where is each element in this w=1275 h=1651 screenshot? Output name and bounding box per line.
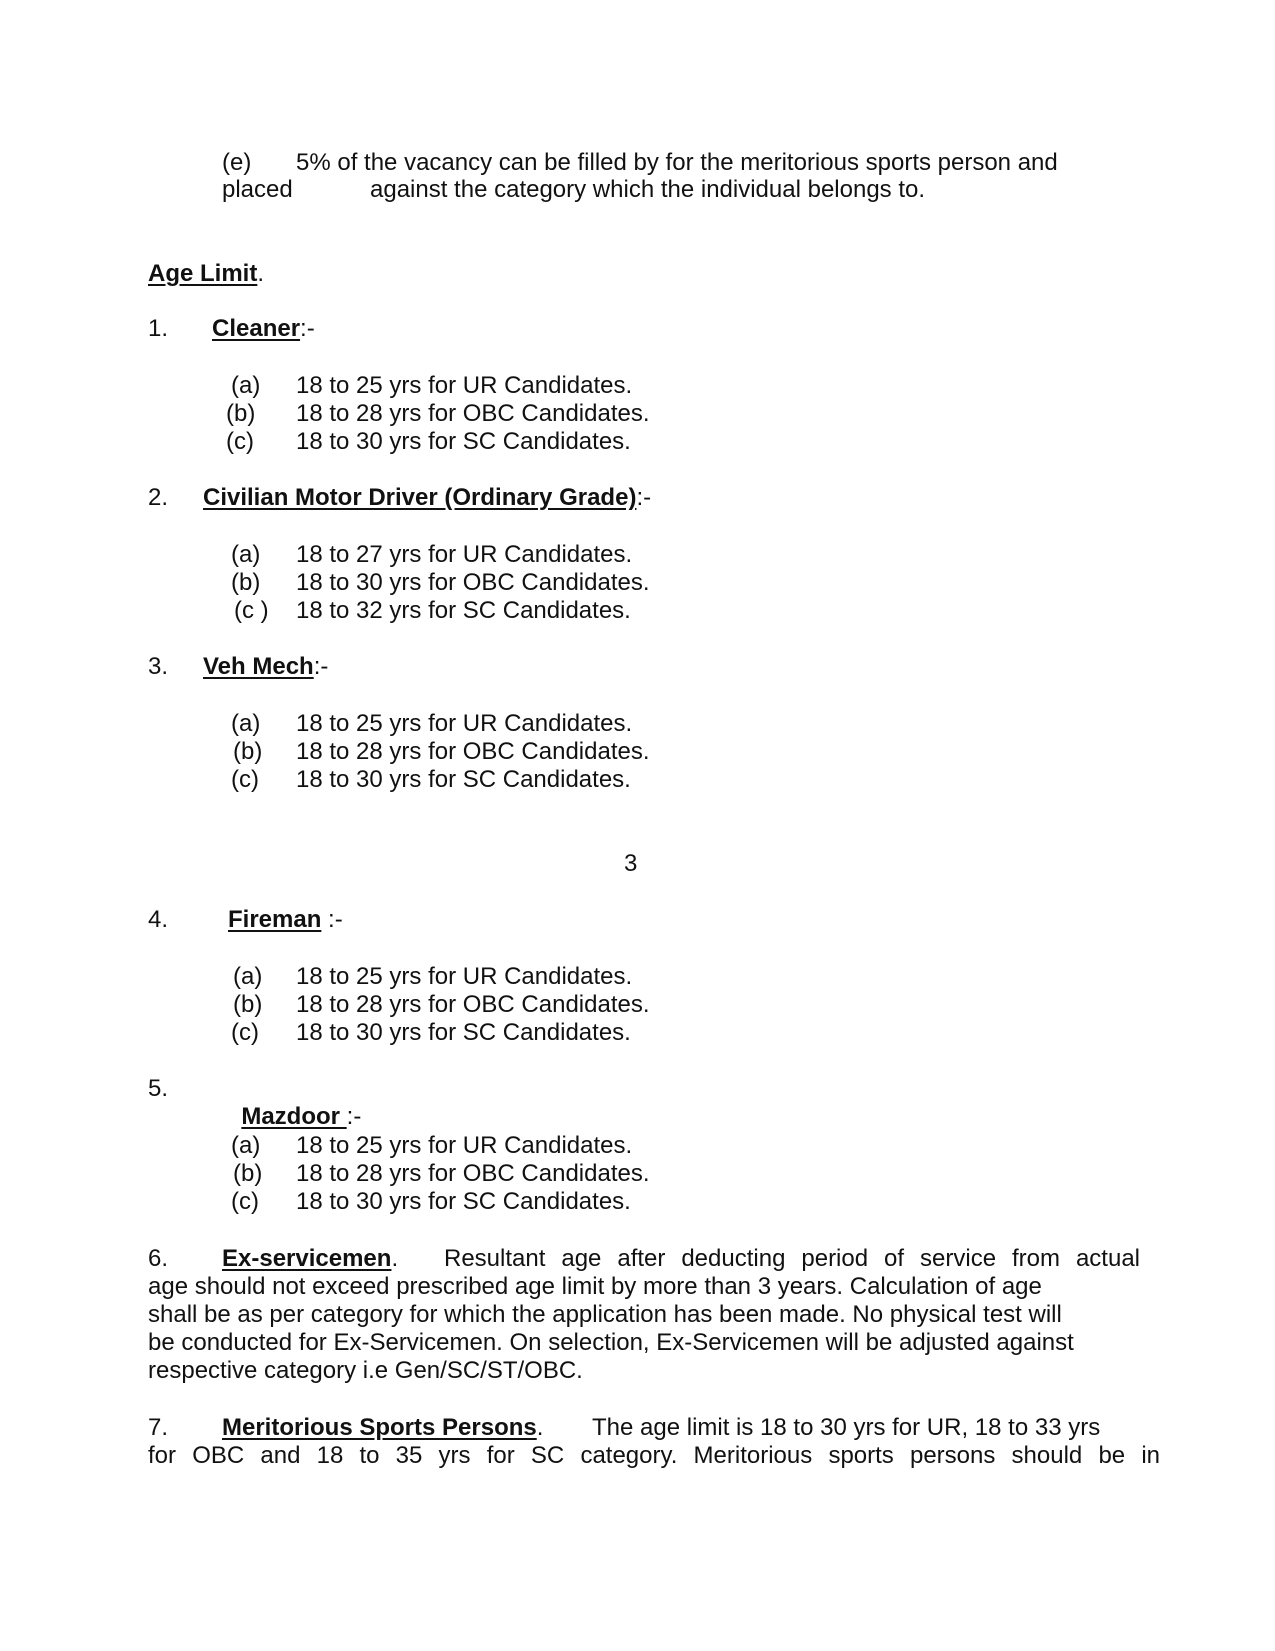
- para-6-line-5: respective category i.e Gen/SC/ST/OBC.: [148, 1357, 583, 1384]
- section-4-item-c-text: 18 to 30 yrs for SC Candidates.: [296, 1019, 631, 1046]
- section-1-heading: [212, 315, 315, 343]
- para-7-heading: [222, 1414, 543, 1442]
- section-5-suffix: :-: [346, 1103, 362, 1130]
- section-5-number: 5.: [148, 1075, 169, 1102]
- section-2-item-c-text: 18 to 32 yrs for SC Candidates.: [296, 597, 631, 624]
- intro-label: (e): [222, 149, 252, 176]
- section-3-item-b-text: 18 to 28 yrs for OBC Candidates.: [296, 738, 650, 765]
- section-2-title: Civilian Motor Driver (Ordinary Grade): [203, 484, 637, 511]
- section-3-item-c-label: (c): [231, 766, 259, 793]
- section-5-title: Mazdoor: [241, 1103, 347, 1130]
- section-1-title: Cleaner: [212, 315, 301, 342]
- para-7-number: 7.: [148, 1414, 169, 1441]
- para-6-number: 6.: [148, 1245, 169, 1272]
- section-1-number: 1.: [148, 315, 169, 342]
- section-4-item-b-text: 18 to 28 yrs for OBC Candidates.: [296, 991, 650, 1018]
- page-number: 3: [624, 850, 638, 877]
- section-2-item-b-label: (b): [231, 569, 261, 596]
- intro-line-2a: placed: [222, 176, 293, 203]
- para-7-title: Meritorious Sports Persons: [222, 1414, 537, 1441]
- section-1-item-a-label: (a): [231, 372, 261, 399]
- section-3-number: 3.: [148, 653, 169, 680]
- section-2-suffix: :-: [636, 484, 652, 511]
- section-2-item-a-label: (a): [231, 541, 261, 568]
- section-3-item-a-label: (a): [231, 710, 261, 737]
- section-3-heading: [203, 653, 328, 681]
- section-2-item-c-label: (c ): [234, 597, 269, 624]
- age-limit-heading: [148, 260, 264, 288]
- section-2-item-a-text: 18 to 27 yrs for UR Candidates.: [296, 541, 633, 568]
- section-3-item-a-text: 18 to 25 yrs for UR Candidates.: [296, 710, 633, 737]
- age-limit-suffix: .: [257, 260, 265, 287]
- section-5-item-a-label: (a): [231, 1132, 261, 1159]
- section-3-title: Veh Mech: [203, 653, 314, 680]
- para-6-line-4: be conducted for Ex-Servicemen. On selection, Ex-Servicemen will be adjusted against: [148, 1329, 1074, 1356]
- section-5-item-b-text: 18 to 28 yrs for OBC Candidates.: [296, 1160, 650, 1187]
- para-6-suffix: .: [391, 1245, 399, 1272]
- section-1-item-c-label: (c): [226, 428, 254, 455]
- para-6-title: Ex-servicemen: [222, 1245, 392, 1272]
- section-1-item-b-label: (b): [226, 400, 256, 427]
- section-1-suffix: :-: [300, 315, 315, 342]
- section-3-item-c-text: 18 to 30 yrs for SC Candidates.: [296, 766, 631, 793]
- para-6-heading: [222, 1245, 398, 1273]
- section-5-item-c-text: 18 to 30 yrs for SC Candidates.: [296, 1188, 631, 1215]
- section-4-item-a-label: (a): [233, 963, 263, 990]
- section-4-suffix: :-: [321, 906, 343, 933]
- para-7-line-1: The age limit is 18 to 30 yrs for UR, 18 to 33 yrs: [592, 1414, 1101, 1441]
- section-4-heading: [228, 906, 343, 934]
- section-3-suffix: :-: [313, 653, 329, 680]
- section-5-item-b-label: (b): [233, 1160, 263, 1187]
- section-2-heading: [203, 484, 651, 512]
- section-4-number: 4.: [148, 906, 169, 933]
- para-7-line-2: for OBC and 18 to 35 yrs for SC category. Meritorious sports persons should be in: [148, 1442, 1160, 1469]
- section-2-item-b-text: 18 to 30 yrs for OBC Candidates.: [296, 569, 650, 596]
- section-1-item-a-text: 18 to 25 yrs for UR Candidates.: [296, 372, 633, 399]
- section-5-heading: [228, 1075, 361, 1131]
- section-4-item-a-text: 18 to 25 yrs for UR Candidates.: [296, 963, 633, 990]
- section-4-title: Fireman: [228, 906, 322, 933]
- para-6-line-3: shall be as per category for which the application has been made. No physical test will: [148, 1301, 1062, 1328]
- age-limit-title: Age Limit: [148, 260, 258, 287]
- para-7-suffix: .: [536, 1414, 544, 1441]
- para-6-line-2: age should not exceed prescribed age limit by more than 3 years. Calculation of age: [148, 1273, 1042, 1300]
- section-4-item-c-label: (c): [231, 1019, 259, 1046]
- intro-line-1: 5% of the vacancy can be filled by for the meritorious sports person and: [296, 149, 1058, 176]
- section-1-item-b-text: 18 to 28 yrs for OBC Candidates.: [296, 400, 650, 427]
- intro-line-2b: against the category which the individual belongs to.: [370, 176, 926, 203]
- section-1-item-c-text: 18 to 30 yrs for SC Candidates.: [296, 428, 631, 455]
- section-5-item-a-text: 18 to 25 yrs for UR Candidates.: [296, 1132, 633, 1159]
- section-4-item-b-label: (b): [233, 991, 263, 1018]
- section-3-item-b-label: (b): [233, 738, 263, 765]
- section-5-item-c-label: (c): [231, 1188, 259, 1215]
- section-2-number: 2.: [148, 484, 169, 511]
- para-6-line-1: Resultant age after deducting period of service from actual: [444, 1245, 1140, 1272]
